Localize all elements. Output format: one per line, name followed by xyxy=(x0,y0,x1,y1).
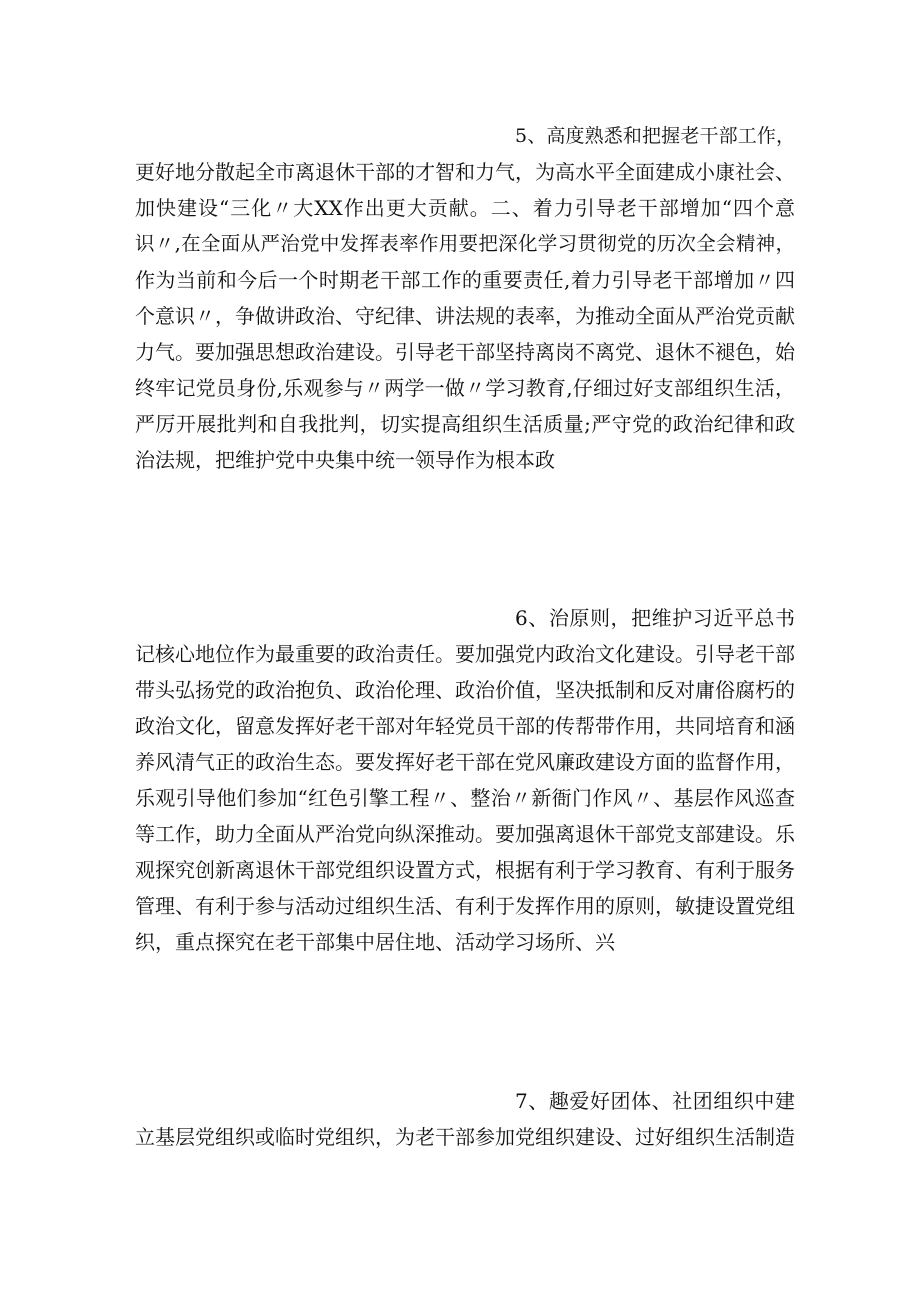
paragraph-5-line-3: 识〃,在全面从严治党中发挥表率作用要把深化学习贯彻党的历次全会精神， xyxy=(135,232,795,255)
paragraph-5-line-7: 终牢记党员身份,乐观参与〃两学一做〃学习教育,仔细过好支部组织生活， xyxy=(135,376,795,400)
paragraph-6-line-1: 记核心地位作为最重要的政治责任。要加强党内政治文化建设。引导老干部 xyxy=(135,642,795,666)
paragraph-6-line-5: 乐观引导他们参加“红色引擎工程〃、整治〃新衙门作风〃、基层作风巡查 xyxy=(135,786,795,810)
paragraph-5-line-8: 严厉开展批判和自我批判，切实提高组织生活质量;严守党的政治纪律和政 xyxy=(135,412,795,436)
paragraph-6-line-6: 等工作，助力全面从严治党向纵深推动。要加强离退休干部党支部建设。乐 xyxy=(135,822,795,846)
paragraph-6-line-9: 织，重点探究在老干部集中居住地、活动学习场所、兴 xyxy=(135,930,615,954)
paragraph-6-line-2: 带头弘扬党的政治抱负、政治伦理、政治价值，坚决抵制和反对庸俗腐朽的 xyxy=(135,678,795,702)
paragraph-5 xyxy=(135,118,795,478)
paragraph-6-line-3: 政治文化，留意发挥好老干部对年轻党员干部的传帮带作用，共同培育和涵 xyxy=(135,714,795,738)
paragraph-5-line-9: 治法规，把维护党中央集中统一领导作为根本政 xyxy=(135,448,555,472)
paragraph-6-first-line: 6、治原则，把维护习近平总书 xyxy=(515,606,795,630)
paragraph-7-first-line: 7、趣爱好团体、社团组织中建 xyxy=(515,1089,795,1113)
paragraph-6-line-4: 养风清气正的政治生态。要发挥好老干部在党风廉政建设方面的监督作用， xyxy=(135,750,795,774)
paragraph-5-line-5: 个意识〃，争做讲政治、守纪律、讲法规的表率，为推动全面从严治党贡献 xyxy=(135,304,795,328)
paragraph-6-line-7: 观探究创新离退休干部党组织设置方式，根据有利于学习教育、有利于服务 xyxy=(135,858,795,882)
paragraph-7 xyxy=(135,1083,795,1155)
paragraph-5-line-2: 加快建设“三化〃大XX作出更大贡献。二、着力引导老干部增加“四个意 xyxy=(135,196,795,220)
paragraph-5-line-4: 作为当前和今后一个时期老干部工作的重要责任,着力引导老干部增加〃四 xyxy=(135,268,795,292)
paragraph-5-first-line: 5、高度熟悉和把握老干部工作， xyxy=(515,125,795,147)
paragraph-5-line-6: 力气。要加强思想政治建设。引导老干部坚持离岗不离党、退休不褪色，始 xyxy=(135,340,795,364)
paragraph-6-line-8: 管理、有利于参与活动过组织生活、有利于发挥作用的原则，敏捷设置党组 xyxy=(135,894,795,918)
paragraph-5-line-1: 更好地分散起全市离退休干部的才智和力气，为高水平全面建成小康社会、 xyxy=(135,160,795,184)
paragraph-6 xyxy=(135,600,795,960)
paragraph-7-line-1: 立基层党组织或临时党组织，为老干部参加党组织建设、过好组织生活制造 xyxy=(135,1125,795,1149)
